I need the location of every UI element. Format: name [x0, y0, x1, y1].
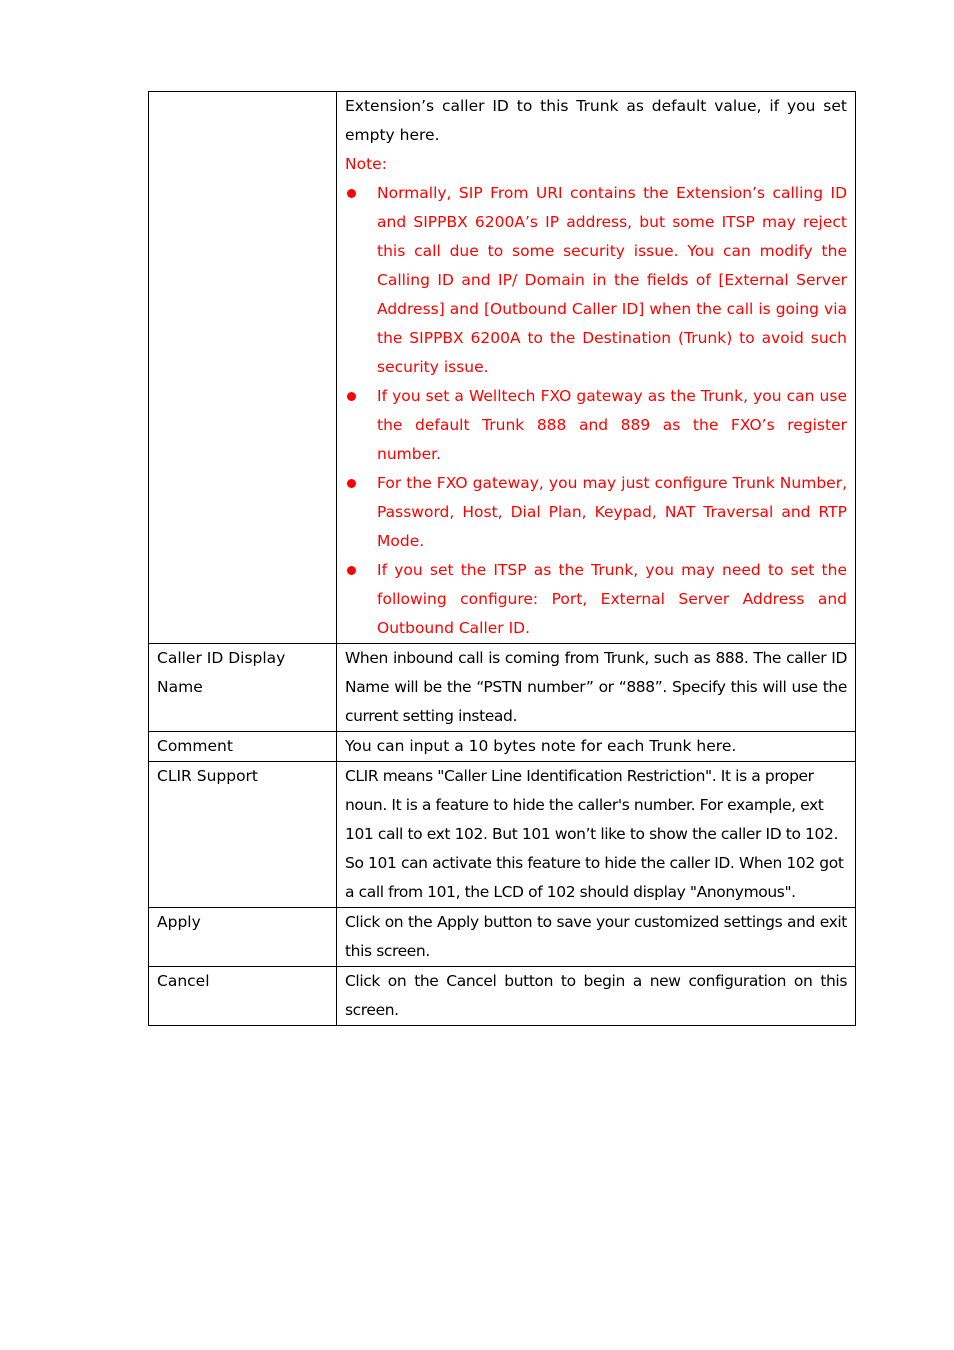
parameter-description-cell: Click on the Cancel button to begin a new configuration on this screen. — [337, 967, 856, 1026]
table-row — [149, 644, 856, 732]
table-row — [149, 967, 856, 1026]
parameter-name-cell — [149, 92, 337, 644]
table-row — [149, 92, 856, 644]
bullet-icon — [347, 392, 356, 401]
bullet-icon — [347, 189, 356, 198]
bullet-icon — [347, 479, 356, 488]
note-item-text: If you set a Welltech FXO gateway as the Trunk, you can use the default Trunk 888 and 889 as the FXO’s register number. — [377, 387, 847, 463]
note-list — [345, 179, 847, 643]
parameter-description-cell: You can input a 10 bytes note for each Trunk here. — [337, 732, 856, 762]
parameter-description-table — [148, 91, 856, 1026]
parameter-description-cell — [337, 92, 856, 644]
table-row — [149, 732, 856, 762]
parameter-description-cell: Click on the Apply button to save your customized settings and exit this screen. — [337, 908, 856, 967]
parameter-name-cell: Comment — [149, 732, 337, 762]
parameter-name-cell: Cancel — [149, 967, 337, 1026]
note-item-text: If you set the ITSP as the Trunk, you may need to set the following configure: Port, External Server Address and Outbound Caller ID. — [377, 561, 847, 637]
parameter-name-cell: Caller ID Display Name — [149, 644, 337, 732]
note-item — [345, 382, 847, 469]
note-item — [345, 469, 847, 556]
note-item-text: For the FXO gateway, you may just configure Trunk Number, Password, Host, Dial Plan, Keypad, NAT Traversal and RTP Mode. — [377, 474, 847, 550]
table-row — [149, 908, 856, 967]
note-item — [345, 556, 847, 643]
parameter-name-cell: CLIR Support — [149, 762, 337, 908]
parameter-description-cell: CLIR means "Caller Line Identification Restriction". It is a proper noun. It is a feature to hide the caller's number. For example, ext 101 call to ext 102. But 101 won’t like to show the caller ID to 102. So 101 can activate this feature to hide the caller ID. When 102 got a call from 101, the LCD of 102 should display "Anonymous". — [337, 762, 856, 908]
bullet-icon — [347, 566, 356, 575]
parameter-description-cell: When inbound call is coming from Trunk, such as 888. The caller ID Name will be the “PSTN number” or “888”. Specify this will use the current setting instead. — [337, 644, 856, 732]
note-item — [345, 179, 847, 382]
note-label: Note: — [345, 155, 387, 173]
note-item-text: Normally, SIP From URI contains the Extension’s calling ID and SIPPBX 6200A’s IP address, but some ITSP may reject this call due to some security issue. You can modify the Calling ID and IP/ Domain in the fields of [External Server Address] and [Outbound Caller ID] when the call is going via the SIPPBX 6200A to the Destination (Trunk) to avoid such security issue. — [377, 184, 847, 376]
description-text: Extension’s caller ID to this Trunk as default value, if you set empty here. — [345, 97, 847, 144]
parameter-name-cell: Apply — [149, 908, 337, 967]
table-row — [149, 762, 856, 908]
